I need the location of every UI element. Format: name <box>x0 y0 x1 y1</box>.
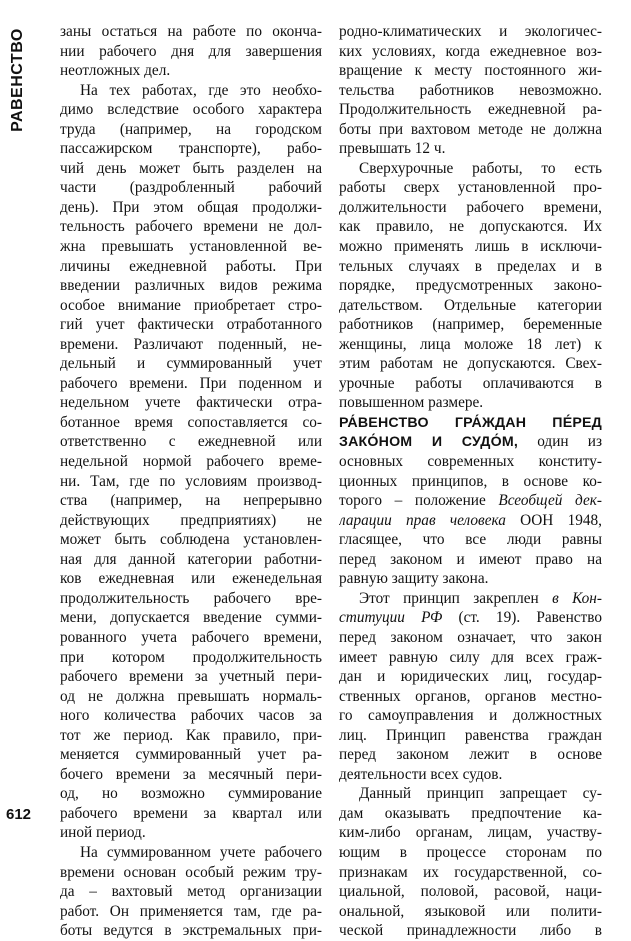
text-line <box>339 42 602 62</box>
line-text: Данный принцип запрещает су- <box>359 785 602 803</box>
text-line <box>60 921 322 941</box>
text-line <box>60 726 322 746</box>
text-line <box>60 354 322 374</box>
line-text: дам оказывать предпочтение ка- <box>339 804 602 822</box>
line-text: перед законом лежит в основе <box>339 746 602 764</box>
line-text: неотложных дел. <box>60 62 171 80</box>
line-text: од, но возможно суммирование <box>60 785 322 803</box>
text-line <box>339 374 602 394</box>
line-text: ботанное время сопоставляется со- <box>60 413 322 431</box>
text-line <box>339 589 602 609</box>
text-line <box>339 745 602 765</box>
line-text: этим работам не допускаются. Свех- <box>339 355 602 373</box>
line-text: Продолжительность ежедневной ра- <box>339 101 602 119</box>
line-text: бочего времени за месячный пери- <box>60 765 322 783</box>
text-line <box>339 765 602 785</box>
text-line <box>60 413 322 433</box>
text-line <box>60 706 322 726</box>
text-line <box>339 257 602 277</box>
line-text: действующих предприятиях) не <box>60 511 322 529</box>
line-text: циальной, половой, расовой, наци- <box>339 883 602 901</box>
text-line <box>339 159 602 179</box>
line-text: меняется суммированный учет ра- <box>60 746 322 764</box>
line-text: ства (например, на непрерывно <box>60 492 322 510</box>
line-text: иной период. <box>60 824 146 842</box>
line-text: при котором продолжительность <box>60 648 322 666</box>
text-line <box>60 217 322 237</box>
text-line <box>339 491 602 511</box>
line-text: ная для данной категории работни- <box>60 550 322 568</box>
line-text: рабочего времени. При поденном и <box>60 374 322 392</box>
line-text: гласящее, что все люди равны <box>339 531 602 549</box>
text-line <box>60 628 322 648</box>
line-text: тот же период. Как правило, при- <box>60 726 322 744</box>
text-line <box>60 452 322 472</box>
text-line <box>60 393 322 413</box>
line-text: лиц. Принцип равенства граждан <box>339 726 602 744</box>
line-text: рованного учета рабочего времени, <box>60 628 322 646</box>
line-text: ональной, языковой или полити- <box>339 902 602 920</box>
text-line <box>339 296 602 316</box>
line-text: (ст. 19). Равенство <box>442 609 602 627</box>
text-line <box>60 608 322 628</box>
text-line <box>339 120 602 140</box>
line-text: ким-либо органам, лицам, участву- <box>339 824 602 842</box>
line-text: чий день может быть разделен на <box>60 159 322 177</box>
italic-text: Всеобщей дек- <box>498 492 602 510</box>
line-text: нии рабочего дня для завершения <box>60 42 322 60</box>
entry-heading: ЗАКО́НОМ И СУДО́М, <box>339 434 519 451</box>
right-text-column <box>339 22 602 941</box>
text-line <box>339 882 602 902</box>
line-text: работы сверх установленной про- <box>339 179 602 197</box>
line-text: боты ведутся в экстремальных при- <box>60 922 322 940</box>
line-text: труда (например, на городском <box>60 120 322 138</box>
line-text: дательством. Отдельные категории <box>339 296 602 314</box>
line-text: ционных принципов, в основе ко- <box>339 472 602 490</box>
text-line <box>60 902 322 922</box>
text-line <box>339 354 602 374</box>
text-line <box>339 902 602 922</box>
text-line <box>60 667 322 687</box>
text-line <box>60 198 322 218</box>
page-number: 612 <box>6 806 32 823</box>
text-line <box>60 472 322 492</box>
line-text: особое внимание приобретает стро- <box>60 296 322 314</box>
line-text: недельном учете фактически отра- <box>60 394 322 412</box>
running-head <box>4 20 32 140</box>
line-text: должительности рабочего времени, <box>339 198 602 216</box>
text-line <box>339 100 602 120</box>
left-text-column <box>60 22 322 941</box>
text-line <box>60 432 322 452</box>
italic-text: в Кон- <box>552 589 602 607</box>
line-text: имеет равную силу для всех граж- <box>339 648 602 666</box>
line-text: ческой принадлежности либо в <box>339 922 602 940</box>
text-line <box>60 178 322 198</box>
text-line <box>339 139 602 159</box>
line-text: введении различных видов режима <box>60 277 322 295</box>
line-text: димо вследствие особого характера <box>60 101 322 119</box>
text-line <box>60 863 322 883</box>
text-line <box>60 276 322 296</box>
line-text: Сверхурочные работы, то есть <box>359 159 602 177</box>
text-line <box>339 843 602 863</box>
text-line <box>60 237 322 257</box>
line-text: Этот принцип закреплен <box>359 589 553 607</box>
line-text: порядке, предусмотренных законо- <box>339 277 602 295</box>
line-text: дельный и суммированный учет <box>60 355 322 373</box>
line-text: равную защиту закона. <box>339 570 489 588</box>
text-line <box>339 569 602 589</box>
line-text: дан и юридических лиц, государ- <box>339 668 602 686</box>
text-line <box>339 687 602 707</box>
text-line <box>60 648 322 668</box>
line-text: женщины, лица моложе 18 лет) к <box>339 335 602 353</box>
line-text: ственных органов, органов местно- <box>339 687 602 705</box>
line-text: торого – положение <box>339 492 499 510</box>
line-text: родно-климатических и экологичес- <box>339 23 602 40</box>
text-line <box>339 804 602 824</box>
line-text: ного количества рабочих часов за <box>60 707 322 725</box>
line-text: ких условиях, когда ежедневное воз- <box>339 42 602 60</box>
line-text: времени. Различают поденный, не- <box>60 335 322 353</box>
text-line <box>339 276 602 296</box>
text-line <box>60 257 322 277</box>
text-line <box>60 491 322 511</box>
line-text: рабочего времени за квартал или <box>60 804 322 822</box>
line-text: превышать 12 ч. <box>339 140 446 158</box>
line-text: урочные работы оплачиваются в <box>339 374 602 392</box>
italic-text: ларации прав человека <box>339 511 506 529</box>
line-text: части (раздробленный рабочий <box>60 179 322 197</box>
line-text: пассажирском транспорте), рабо- <box>60 140 322 158</box>
line-text: боты при вахтовом методе не должна <box>339 120 602 138</box>
text-line <box>60 569 322 589</box>
line-text: как правило, не допускаются. Их <box>339 218 602 236</box>
text-line <box>339 81 602 101</box>
text-line <box>339 432 602 452</box>
text-line <box>60 296 322 316</box>
text-line <box>60 42 322 62</box>
line-text: один из <box>518 433 602 451</box>
line-text: день). При этом общая продолжи- <box>60 198 322 216</box>
text-line <box>339 315 602 335</box>
text-line <box>339 335 602 355</box>
text-line <box>60 882 322 902</box>
line-text: ООН 1948, <box>505 511 602 529</box>
entry-heading: РА́ВЕНСТВО ГРА́ЖДАН ПЕ́РЕД <box>339 414 602 431</box>
text-line <box>60 159 322 179</box>
line-text: может быть соблюдена установлен- <box>60 531 322 549</box>
text-line <box>60 511 322 531</box>
text-line <box>339 823 602 843</box>
text-line <box>60 335 322 355</box>
line-text: работ. Он применяется там, где ра- <box>60 902 322 920</box>
line-text: На тех работах, где это необхо- <box>80 81 322 99</box>
line-text: гий учет фактически отработанного <box>60 316 322 334</box>
text-line <box>60 374 322 394</box>
text-line <box>60 61 322 81</box>
text-line <box>60 784 322 804</box>
running-head-text: РАВЕНСТВО <box>9 28 26 132</box>
line-text: од не должна превышать нормаль- <box>60 687 322 705</box>
text-line <box>60 804 322 824</box>
text-line <box>339 22 602 42</box>
text-line <box>339 237 602 257</box>
text-line <box>339 511 602 531</box>
line-text: мени, допускается введение сумми- <box>60 609 322 627</box>
line-text: продолжительность рабочего вре- <box>60 589 322 607</box>
text-line <box>60 139 322 159</box>
italic-text: ституции РФ <box>339 609 443 627</box>
text-line <box>60 687 322 707</box>
text-line <box>60 22 322 42</box>
text-line <box>60 550 322 570</box>
text-line <box>339 530 602 550</box>
line-text: недельной нормой рабочего време- <box>60 453 322 471</box>
text-line <box>60 120 322 140</box>
line-text: основных современных конститу- <box>339 453 602 471</box>
text-line <box>60 315 322 335</box>
text-line <box>339 863 602 883</box>
line-text: перед законом означает, что закон <box>339 628 602 646</box>
line-text: личины ежедневной работы. При <box>60 257 322 275</box>
text-line <box>339 61 602 81</box>
text-line <box>339 413 602 433</box>
text-line <box>60 745 322 765</box>
line-text: вращение к месту постоянного жи- <box>339 62 602 80</box>
text-line <box>60 823 322 843</box>
text-line <box>339 706 602 726</box>
text-line <box>60 589 322 609</box>
line-text: тельных случаях в пределах и в <box>339 257 602 275</box>
line-text: деятельности всех судов. <box>339 765 503 783</box>
line-text: да – вахтовый метод организации <box>60 883 322 901</box>
line-text: можно применять лишь в исключи- <box>339 238 602 256</box>
text-line <box>339 472 602 492</box>
line-text: ответственно с ежедневной или <box>60 433 322 451</box>
line-text: времени основан особый режим тру- <box>60 863 322 881</box>
text-line <box>339 667 602 687</box>
line-text: го самоуправления и должностных <box>339 707 602 725</box>
text-line <box>339 784 602 804</box>
line-text: ни. Там, где по условиям производ- <box>60 472 322 490</box>
text-line <box>60 765 322 785</box>
line-text: признакам их государственной, со- <box>339 863 602 881</box>
line-text: ков ежедневная или еженедельная <box>60 570 322 588</box>
line-text: ющим в процессе сторонам по <box>339 843 602 861</box>
text-line <box>60 530 322 550</box>
text-line <box>60 81 322 101</box>
line-text: заны остаться на работе по оконча- <box>60 23 322 40</box>
text-line <box>339 217 602 237</box>
line-text: тельства работников невозможно. <box>339 81 602 99</box>
text-line <box>339 628 602 648</box>
text-line <box>339 178 602 198</box>
line-text: повышенном размере. <box>339 394 484 412</box>
text-line <box>339 726 602 746</box>
line-text: тельность рабочего времени не дол- <box>60 218 322 236</box>
text-line <box>339 921 602 941</box>
text-line <box>339 608 602 628</box>
text-line <box>60 100 322 120</box>
text-line <box>339 393 602 413</box>
text-line <box>339 648 602 668</box>
line-text: жна превышать установленной ве- <box>60 238 322 256</box>
line-text: перед законом и имеют право на <box>339 550 602 568</box>
text-line <box>339 452 602 472</box>
text-line <box>60 843 322 863</box>
text-line <box>339 550 602 570</box>
text-line <box>339 198 602 218</box>
line-text: рабочего времени за учетный пери- <box>60 668 322 686</box>
line-text: работников (например, беременные <box>339 316 602 334</box>
line-text: На суммированном учете рабочего <box>80 843 322 861</box>
